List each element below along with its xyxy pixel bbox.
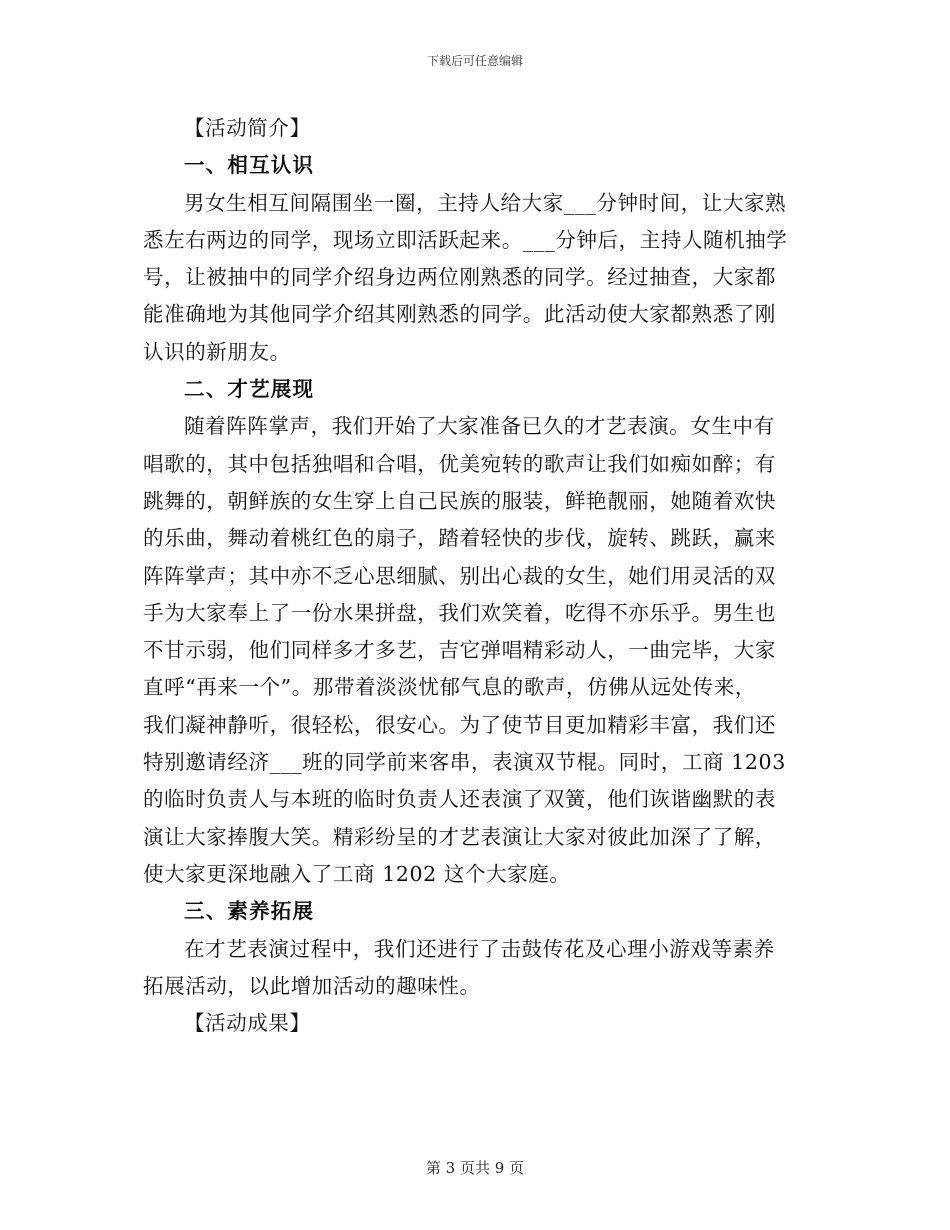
- page-number: 第 3 页共 9 页: [425, 1159, 525, 1177]
- section-heading-activity-results: 【活动成果】: [184, 1011, 311, 1036]
- paragraph-line: 使大家更深地融入了工商 1202 这个大家庭。: [143, 861, 571, 886]
- section-heading-3: 三、素养拓展: [184, 899, 315, 924]
- paragraph-line: 能准确地为其他同学介绍其刚熟悉的同学。此活动使大家都熟悉了刚: [143, 302, 776, 327]
- paragraph-line: 的临时负责人与本班的临时负责人还表演了双簧，他们诙谐幽默的表: [143, 787, 776, 812]
- document-body: [143, 110, 807, 1042]
- paragraph-line: 认识的新朋友。: [143, 339, 291, 364]
- paragraph-line: 随着阵阵掌声，我们开始了大家准备已久的才艺表演。女生中有: [184, 414, 775, 439]
- paragraph-line: 唱歌的，其中包括独唱和合唱，优美宛转的歌声让我们如痴如醉；有: [143, 451, 776, 476]
- paragraph-line: 不甘示弱，他们同样多才多艺，吉它弹唱精彩动人，一曲完毕，大家: [143, 638, 776, 663]
- page-header: 下载后可任意编辑: [426, 54, 523, 68]
- paragraph-line: 的乐曲，舞动着桃红色的扇子，踏着轻快的步伐，旋转、跳跃，赢来: [143, 526, 776, 551]
- paragraph-line: 拓展活动，以此增加活动的趣味性。: [143, 973, 481, 998]
- paragraph-line: 特别邀请经济___班的同学前来客串，表演双节棍。同时，工商 1203: [143, 750, 786, 775]
- paragraph-line: 演让大家捧腹大笑。精彩纷呈的才艺表演让大家对彼此加深了了解，: [143, 824, 776, 849]
- paragraph-line: 跳舞的，朝鲜族的女生穿上自己民族的服装，鲜艳靓丽，她随着欢快: [143, 488, 776, 513]
- paragraph-line: 手为大家奉上了一份水果拼盘，我们欢笑着，吃得不亦乐乎。男生也: [143, 600, 776, 625]
- section-heading-1: 一、相互认识: [184, 153, 315, 178]
- paragraph-line: 号，让被抽中的同学介绍身边两位刚熟悉的同学。经过抽查，大家都: [143, 265, 776, 290]
- paragraph-line: 男女生相互间隔围坐一圈，主持人给大家___分钟时间，让大家熟: [184, 190, 787, 215]
- paragraph-line: 直呼“再来一个”。那带着淡淡忧郁气息的歌声，仿佛从远处传来，: [143, 675, 756, 700]
- paragraph-line: 我们凝神静听，很轻松，很安心。为了使节目更加精彩丰富，我们还: [143, 712, 776, 737]
- section-heading-2: 二、才艺展现: [184, 377, 315, 402]
- paragraph-line: 在才艺表演过程中，我们还进行了击鼓传花及心理小游戏等素养: [184, 936, 775, 961]
- section-heading-activity-intro: 【活动简介】: [184, 116, 311, 140]
- paragraph-line: 悉左右两边的同学，现场立即活跃起来。___分钟后，主持人随机抽学: [143, 227, 788, 252]
- paragraph-line: 阵阵掌声；其中亦不乏心思细腻、别出心裁的女生，她们用灵活的双: [143, 563, 776, 588]
